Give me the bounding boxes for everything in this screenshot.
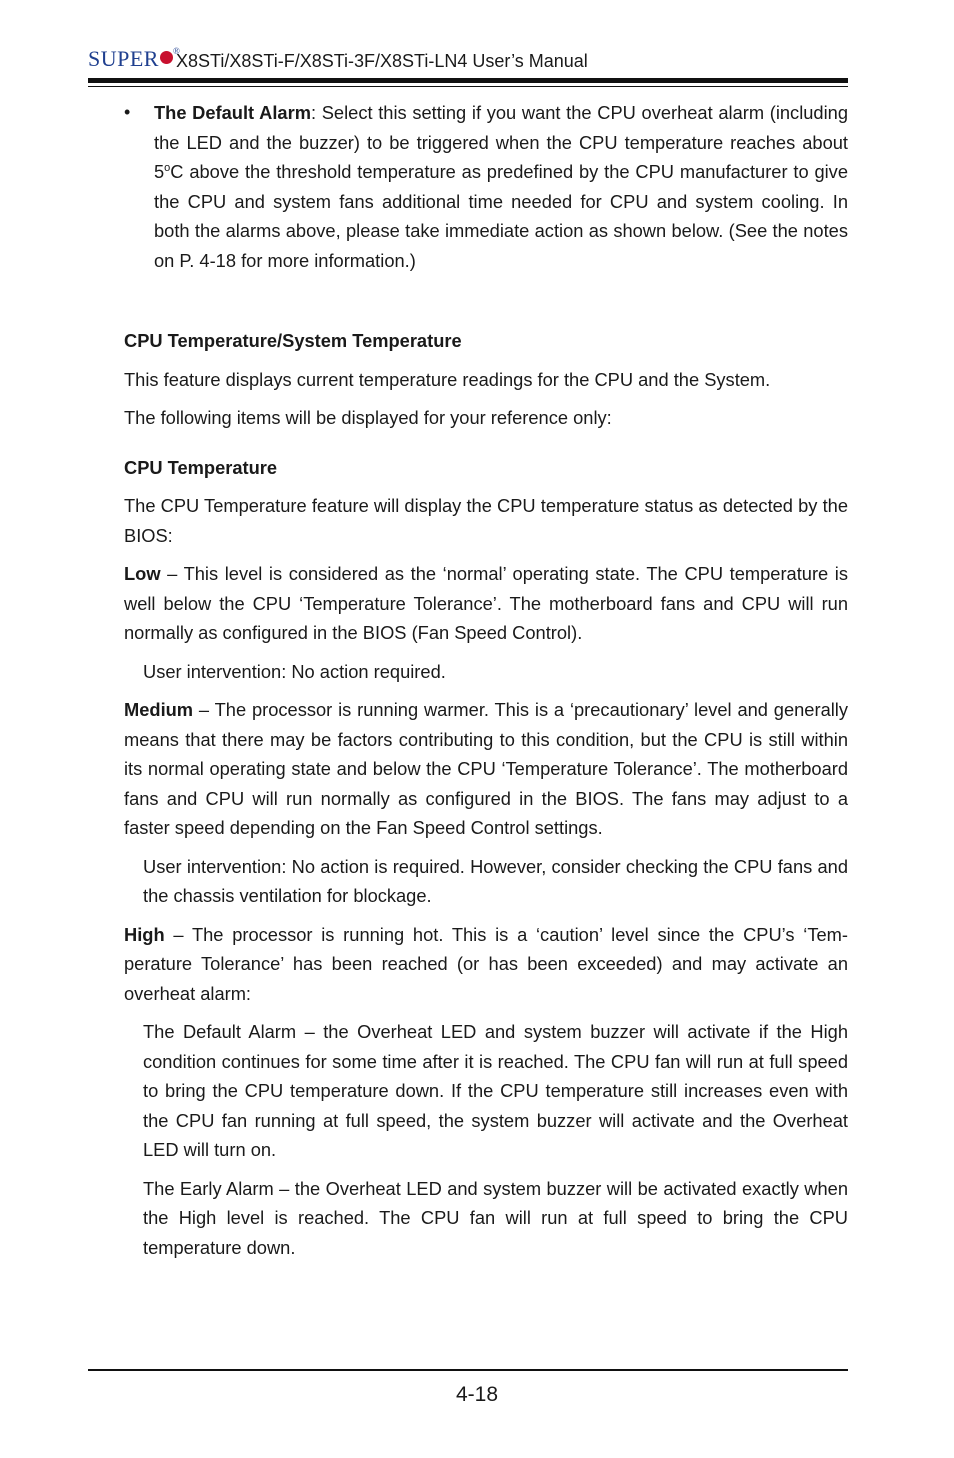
logo-registered-mark: ® <box>172 46 181 56</box>
medium-text: – The processor is running warmer. This is a ‘precautionary’ level and generally means that there may be factors contributing to this condition, but the CPU is still within its normal operating state and below the CPU ‘Temperature Tolerance’. The motherboard fans and CPU will run normally as configured in the BIOS. The fans may adjust to a faster speed depending on the Fan Speed Control settings. <box>124 699 848 838</box>
section1-para1: This feature displays current temperature readings for the CPU and the System. <box>124 368 771 390</box>
low-level-paragraph <box>124 559 848 648</box>
high-text: – The processor is running hot. This is a ‘caution’ level since the CPU’s ‘Tem-perature Tolerance’ has been reached (or has been exceeded) and may activate an overheat alarm: <box>124 923 848 1004</box>
logo-dot-icon <box>160 51 173 64</box>
medium-user-intervention: User intervention: No action is required. However, consider checking the CPU fans and the chassis ventilation for blockage. <box>143 855 848 906</box>
medium-term: Medium <box>124 699 194 720</box>
cpu-temp-intro: The CPU Temperature feature will display the CPU temperature status as detected by the BIOS: <box>124 495 848 546</box>
footer-rule <box>88 1369 848 1371</box>
section-heading-cpu-system-temp: CPU Temperature/System Temperature <box>124 330 462 351</box>
section1-para2: The following items will be displayed for your reference only: <box>124 407 612 428</box>
default-alarm-text-1: : Select this setting if you want the CPU overheat alarm (including the LED and the buzzer) to be triggered when the CPU temperature reaches about 5 <box>154 102 848 182</box>
manual-title: X8STi/X8STi-F/X8STi-3F/X8STi-LN4 User’s Manual <box>176 51 588 71</box>
section-heading-cpu-temp: CPU Temperature <box>124 456 278 478</box>
default-alarm-bullet <box>124 98 848 275</box>
default-alarm-text-2: C above the threshold temperature as predefined by the CPU manufacturer to give the CPU and system fans additional time needed for CPU and system cooling. In both the alarms above, please take immediate action as shown below. (See the notes on P. 4-18 for more information.) <box>154 161 848 271</box>
high-default-alarm-note: The Default Alarm – the Overheat LED and system buzzer will activate if the High condition continues for some time after it is reached. The CPU fan will run at full speed to bring the CPU temperature down. If the CPU temperature still increases even with the CPU fan running at full speed, the system buzzer will activate and the Overheat LED will turn on. <box>143 1021 848 1160</box>
high-term: High <box>124 923 165 945</box>
supermicro-logo <box>88 46 180 72</box>
low-user-intervention: User intervention: No action required. <box>143 660 446 682</box>
low-term: Low <box>124 563 161 584</box>
header-rule-thin <box>88 86 848 87</box>
page-number: 4-18 <box>455 1383 499 1406</box>
bullet-icon: • <box>124 102 131 122</box>
high-level-paragraph <box>124 920 848 1009</box>
high-early-alarm-note: The Early Alarm – the Overheat LED and system buzzer will be activated exactly when the High level is reached. The CPU fan will run at full speed to bring the CPU temperature down. <box>143 1177 848 1258</box>
header-rule-thick <box>88 78 848 83</box>
default-alarm-term: The Default Alarm <box>154 102 311 123</box>
logo-text: SUPER <box>88 46 159 71</box>
page-content <box>124 98 848 1262</box>
low-text: – This level is considered as the ‘normal’ operating state. The CPU temperature is well below the CPU ‘Temperature Tolerance’. The motherboard fans and CPU will run normally as configured in the BIOS (Fan Speed Control). <box>124 563 848 643</box>
default-alarm-paragraph <box>154 98 848 275</box>
medium-level-paragraph <box>124 695 848 843</box>
degree-superscript: o <box>164 162 171 174</box>
